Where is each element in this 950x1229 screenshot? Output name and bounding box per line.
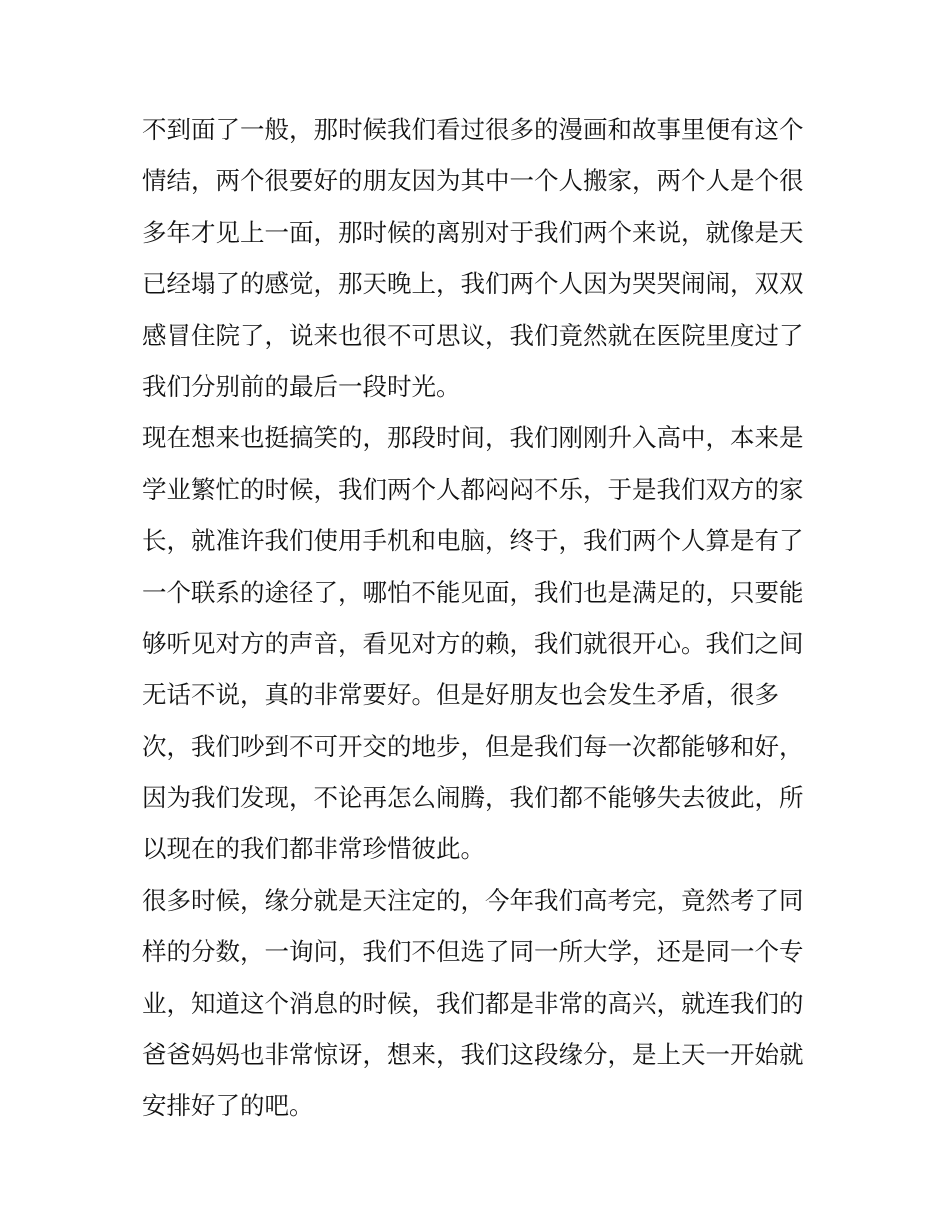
text-line: 安排好了的吧。 — [142, 1091, 314, 1121]
text-line: 不到面了一般，那时候我们看过很多的漫画和故事里便有这个 — [142, 115, 804, 144]
text-line: 我们分别前的最后一段时光。 — [142, 371, 461, 401]
text-line: 感冒住院了，说来也很不可思议，我们竟然就在医院里度过了 — [142, 320, 804, 350]
text-line: 无话不说，真的非常要好。但是好朋友也会发生矛盾，很多 — [142, 680, 779, 710]
text-line: 样的分数，一询问，我们不但选了同一所大学，还是同一个专 — [142, 937, 804, 967]
text-line: 爸爸妈妈也非常惊讶，想来，我们这段缘分，是上天一开始就 — [142, 1040, 804, 1070]
text-line: 因为我们发现，不论再怎么闹腾，我们都不能够失去彼此，所 — [142, 783, 804, 813]
text-line: 长，就准许我们使用手机和电脑，终于，我们两个人算是有了 — [142, 526, 804, 556]
text-line: 够听见对方的声音，看见对方的赖，我们就很开心。我们之间 — [142, 628, 804, 658]
text-line: 学业繁忙的时候，我们两个人都闷闷不乐，于是我们双方的家 — [142, 474, 804, 504]
text-line: 已经塌了的感觉，那天晚上，我们两个人因为哭哭闹闹，双双 — [142, 269, 804, 299]
text-line: 业，知道这个消息的时候，我们都是非常的高兴，就连我们的 — [142, 988, 804, 1018]
text-line: 以现在的我们都非常珍惜彼此。 — [142, 834, 485, 864]
text-line: 多年才见上一面，那时候的离别对于我们两个来说，就像是天 — [142, 217, 804, 247]
text-line: 现在想来也挺搞笑的，那段时间，我们刚刚升入高中，本来是 — [142, 423, 804, 453]
paragraph-2 — [142, 412, 822, 875]
text-line: 情结，两个很要好的朋友因为其中一个人搬家，两个人是个很 — [142, 166, 804, 196]
text-line: 一个联系的途径了，哪怕不能见面，我们也是满足的，只要能 — [142, 577, 804, 607]
text-line: 次，我们吵到不可开交的地步，但是我们每一次都能够和好， — [142, 731, 804, 761]
paragraph-1 — [142, 104, 822, 412]
body-text — [142, 104, 822, 1132]
text-line: 很多时候，缘分就是天注定的，今年我们高考完，竟然考了同 — [142, 885, 804, 915]
paragraph-3 — [142, 875, 822, 1132]
